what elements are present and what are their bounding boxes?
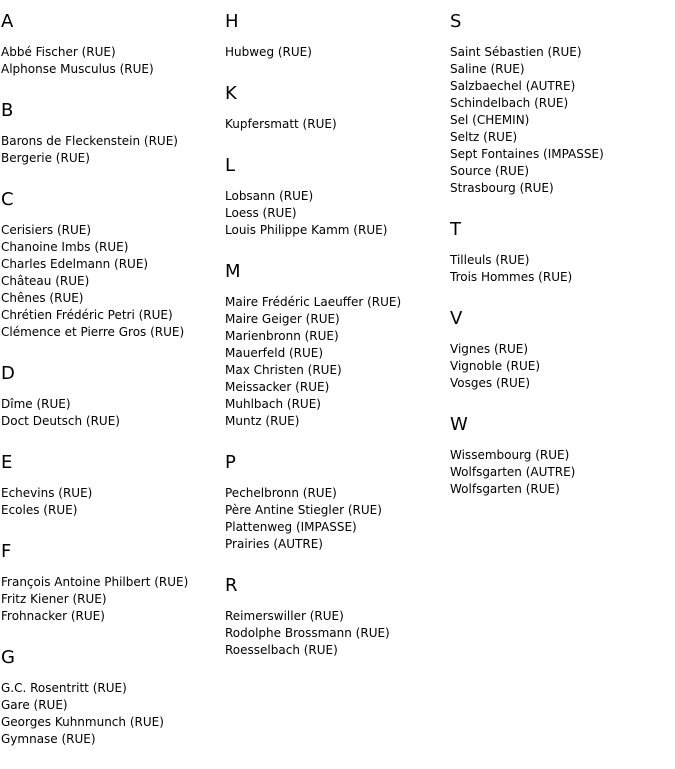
street-link[interactable]: Gare (RUE) [1, 698, 68, 712]
street-link[interactable]: Muntz (RUE) [225, 414, 300, 428]
section-letter-heading: S [450, 11, 462, 32]
street-link[interactable]: Marienbronn (RUE) [225, 329, 339, 343]
street-link[interactable]: Wolfsgarten (AUTRE) [450, 465, 576, 479]
street-link[interactable]: Maire Frédéric Laeuffer (RUE) [225, 295, 402, 309]
street-link[interactable]: Vignoble (RUE) [450, 359, 541, 373]
street-column-3 [450, 10, 670, 519]
street-list [225, 485, 445, 553]
street-link[interactable]: Sept Fontaines (IMPASSE) [450, 147, 604, 161]
street-link[interactable]: Prairies (AUTRE) [225, 537, 323, 551]
street-link[interactable]: Roesselbach (RUE) [225, 643, 338, 657]
street-link[interactable]: Reimerswiller (RUE) [225, 609, 344, 623]
street-list [450, 447, 670, 498]
street-link[interactable]: Alphonse Musculus (RUE) [1, 62, 154, 76]
street-list [1, 574, 221, 625]
section-letter-heading: K [225, 83, 237, 104]
section-letter-heading: P [225, 452, 236, 473]
letter-section-s [450, 10, 670, 197]
street-link[interactable]: Ecoles (RUE) [1, 503, 78, 517]
street-link[interactable]: Fritz Kiener (RUE) [1, 592, 107, 606]
street-link[interactable]: Charles Edelmann (RUE) [1, 257, 149, 271]
section-letter-heading: T [450, 219, 461, 240]
street-list [225, 188, 445, 239]
street-link[interactable]: Maire Geiger (RUE) [225, 312, 340, 326]
section-letter-heading: W [450, 414, 468, 435]
street-list [1, 44, 221, 78]
letter-section-f [1, 540, 221, 625]
letter-section-v [450, 307, 670, 392]
street-list [1, 396, 221, 430]
letter-section-k [225, 82, 445, 133]
street-link[interactable]: Château (RUE) [1, 274, 90, 288]
street-link[interactable]: Source (RUE) [450, 164, 530, 178]
street-link[interactable]: Barons de Fleckenstein (RUE) [1, 134, 178, 148]
street-list [225, 116, 445, 133]
street-list [225, 294, 445, 430]
street-link[interactable]: François Antoine Philbert (RUE) [1, 575, 189, 589]
street-link[interactable]: Muhlbach (RUE) [225, 397, 321, 411]
section-letter-heading: B [1, 100, 14, 121]
street-link[interactable]: Saint Sébastien (RUE) [450, 45, 582, 59]
street-link[interactable]: Saline (RUE) [450, 62, 525, 76]
street-link[interactable]: Frohnacker (RUE) [1, 609, 105, 623]
street-link[interactable]: Meissacker (RUE) [225, 380, 330, 394]
letter-section-d [1, 362, 221, 430]
street-link[interactable]: G.C. Rosentritt (RUE) [1, 681, 127, 695]
section-letter-heading: E [1, 452, 13, 473]
street-link[interactable]: Trois Hommes (RUE) [450, 270, 573, 284]
street-list [450, 341, 670, 392]
street-link[interactable]: Bergerie (RUE) [1, 151, 90, 165]
street-link[interactable]: Loess (RUE) [225, 206, 297, 220]
letter-section-t [450, 218, 670, 286]
section-letter-heading: M [225, 261, 241, 282]
street-link[interactable]: Clémence et Pierre Gros (RUE) [1, 325, 185, 339]
street-link[interactable]: Chanoine Imbs (RUE) [1, 240, 129, 254]
street-link[interactable]: Chênes (RUE) [1, 291, 84, 305]
street-list [1, 680, 221, 748]
street-link[interactable]: Wolfsgarten (RUE) [450, 482, 560, 496]
street-link[interactable]: Hubweg (RUE) [225, 45, 312, 59]
street-link[interactable]: Sel (CHEMIN) [450, 113, 530, 127]
letter-section-r [225, 574, 445, 659]
street-list [1, 485, 221, 519]
section-letter-heading: A [1, 11, 14, 32]
street-link[interactable]: Mauerfeld (RUE) [225, 346, 324, 360]
street-link[interactable]: Pechelbronn (RUE) [225, 486, 337, 500]
street-link[interactable]: Strasbourg (RUE) [450, 181, 554, 195]
street-link[interactable]: Salzbaechel (AUTRE) [450, 79, 576, 93]
street-link[interactable]: Doct Deutsch (RUE) [1, 414, 120, 428]
section-letter-heading: H [225, 11, 239, 32]
letter-section-c [1, 188, 221, 341]
street-link[interactable]: Schindelbach (RUE) [450, 96, 569, 110]
street-link[interactable]: Abbé Fischer (RUE) [1, 45, 116, 59]
street-link[interactable]: Vignes (RUE) [450, 342, 529, 356]
street-list [450, 252, 670, 286]
street-list [450, 44, 670, 197]
letter-section-b [1, 99, 221, 167]
section-letter-heading: F [1, 541, 12, 562]
street-list [1, 222, 221, 341]
street-list [225, 608, 445, 659]
street-link[interactable]: Lobsann (RUE) [225, 189, 314, 203]
letter-section-a [1, 10, 221, 78]
street-link[interactable]: Louis Philippe Kamm (RUE) [225, 223, 388, 237]
letter-section-e [1, 451, 221, 519]
letter-section-m [225, 260, 445, 430]
letter-section-g [1, 646, 221, 748]
street-link[interactable]: Père Antine Stiegler (RUE) [225, 503, 382, 517]
section-letter-heading: L [225, 155, 236, 176]
street-link[interactable]: Plattenweg (IMPASSE) [225, 520, 357, 534]
section-letter-heading: C [1, 189, 14, 210]
street-link[interactable]: Gymnase (RUE) [1, 732, 96, 746]
section-letter-heading: R [225, 575, 238, 596]
street-link[interactable]: Echevins (RUE) [1, 486, 93, 500]
street-link[interactable]: Tilleuls (RUE) [450, 253, 530, 267]
street-link[interactable]: Georges Kuhnmunch (RUE) [1, 715, 164, 729]
street-link[interactable]: Max Christen (RUE) [225, 363, 342, 377]
letter-section-h [225, 10, 445, 61]
street-link[interactable]: Seltz (RUE) [450, 130, 518, 144]
street-column-2 [225, 10, 445, 680]
letter-section-l [225, 154, 445, 239]
street-column-1 [1, 10, 221, 769]
street-link[interactable]: Kupfersmatt (RUE) [225, 117, 337, 131]
section-letter-heading: G [1, 647, 15, 668]
letter-section-w [450, 413, 670, 498]
section-letter-heading: D [1, 363, 15, 384]
street-link[interactable]: Cerisiers (RUE) [1, 223, 92, 237]
street-link[interactable]: Wissembourg (RUE) [450, 448, 570, 462]
street-link[interactable]: Dîme (RUE) [1, 397, 71, 411]
section-letter-heading: V [450, 308, 463, 329]
street-link[interactable]: Rodolphe Brossmann (RUE) [225, 626, 390, 640]
street-list [225, 44, 445, 61]
letter-section-p [225, 451, 445, 553]
street-list [1, 133, 221, 167]
street-link[interactable]: Chrétien Frédéric Petri (RUE) [1, 308, 173, 322]
street-link[interactable]: Vosges (RUE) [450, 376, 531, 390]
